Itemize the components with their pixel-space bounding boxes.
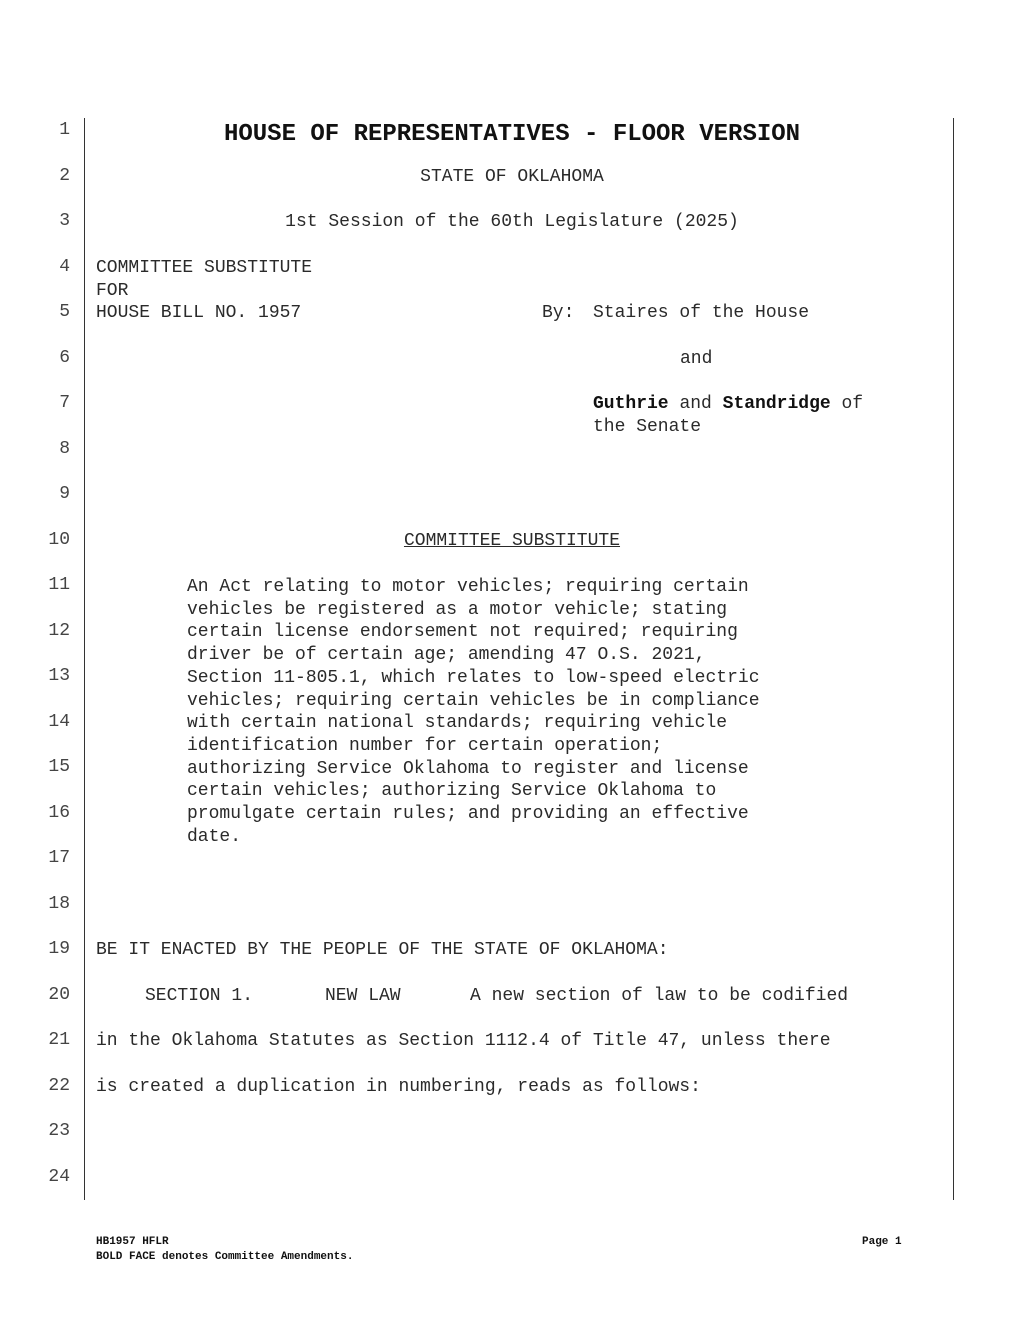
bill-title-paragraph (187, 576, 760, 848)
title-line: Section 11-805.1, which relates to low-speed electric (187, 667, 760, 688)
senator-standridge: Standridge (722, 394, 831, 414)
title-line: vehicles be registered as a motor vehicle; stating (187, 599, 728, 620)
line-number: 16 (48, 803, 70, 823)
line-number: 7 (59, 393, 70, 413)
section-text-line3: is created a duplication in numbering, reads as follows: (96, 1077, 701, 1097)
line-number: 22 (48, 1076, 70, 1096)
bill-for: FOR (96, 281, 129, 301)
title-line: certain license endorsement not required; requiring (187, 622, 738, 643)
footer-page-number: Page 1 (862, 1236, 902, 1248)
line-number: 5 (59, 302, 70, 322)
senate-of: of (841, 394, 864, 414)
authors-and: and (680, 349, 713, 369)
senate-and: and (679, 394, 712, 414)
line-number: 14 (48, 712, 70, 732)
document-title: HOUSE OF REPRESENTATIVES - FLOOR VERSION (223, 121, 801, 148)
house-author: Staires of the House (593, 303, 810, 323)
state-name: STATE OF OKLAHOMA (420, 167, 604, 187)
enacting-clause: BE IT ENACTED BY THE PEOPLE OF THE STATE OF OKLAHOMA: (96, 940, 669, 960)
line-number: 20 (48, 985, 70, 1005)
line-number: 18 (48, 894, 70, 914)
left-margin-rule (84, 118, 85, 1200)
title-line: authorizing Service Oklahoma to register and license (187, 758, 749, 779)
title-line: vehicles; requiring certain vehicles be in compliance (187, 690, 760, 711)
title-line: date. (187, 826, 242, 847)
line-number: 10 (48, 530, 70, 550)
line-number: 8 (59, 439, 70, 459)
line-number: 23 (48, 1121, 70, 1141)
section-label: SECTION 1. (145, 986, 254, 1006)
title-line: identification number for certain operation; (187, 735, 663, 756)
line-number: 21 (48, 1030, 70, 1050)
line-number: 4 (59, 257, 70, 277)
line-number: 9 (59, 484, 70, 504)
title-line: with certain national standards; requiring vehicle (187, 713, 728, 734)
senate-authors (593, 394, 863, 414)
title-line: promulgate certain rules; and providing an effective (187, 804, 749, 825)
line-number: 6 (59, 348, 70, 368)
section-text-line1: A new section of law to be codified (470, 986, 849, 1006)
bill-number: HOUSE BILL NO. 1957 (96, 303, 302, 323)
line-number: 2 (59, 166, 70, 186)
title-line: driver be of certain age; amending 47 O.S. 2021, (187, 645, 706, 666)
line-number: 24 (48, 1167, 70, 1187)
line-number: 11 (48, 575, 70, 595)
title-line: certain vehicles; authorizing Service Oklahoma to (187, 781, 717, 802)
line-number: 15 (48, 757, 70, 777)
title-line: An Act relating to motor vehicles; requiring certain (187, 577, 749, 597)
footer-note: BOLD FACE denotes Committee Amendments. (96, 1251, 354, 1263)
line-number: 13 (48, 666, 70, 686)
line-number: 3 (59, 211, 70, 231)
bill-committee-substitute: COMMITTEE SUBSTITUTE (96, 258, 313, 278)
session-label: 1st Session of the 60th Legislature (2025) (285, 212, 739, 232)
senator-guthrie: Guthrie (593, 394, 669, 414)
by-label: By: (542, 303, 575, 323)
line-number: 12 (48, 621, 70, 641)
line-number: 1 (59, 120, 70, 140)
committee-substitute-heading: COMMITTEE SUBSTITUTE (403, 531, 621, 551)
line-number: 19 (48, 939, 70, 959)
line-number: 17 (48, 848, 70, 868)
section-kind: NEW LAW (325, 986, 401, 1006)
senate-label: the Senate (593, 417, 702, 437)
section-text-line2: in the Oklahoma Statutes as Section 1112.4 of Title 47, unless there (96, 1031, 831, 1051)
footer-bill-id: HB1957 HFLR (96, 1236, 169, 1248)
right-margin-rule (953, 118, 954, 1200)
